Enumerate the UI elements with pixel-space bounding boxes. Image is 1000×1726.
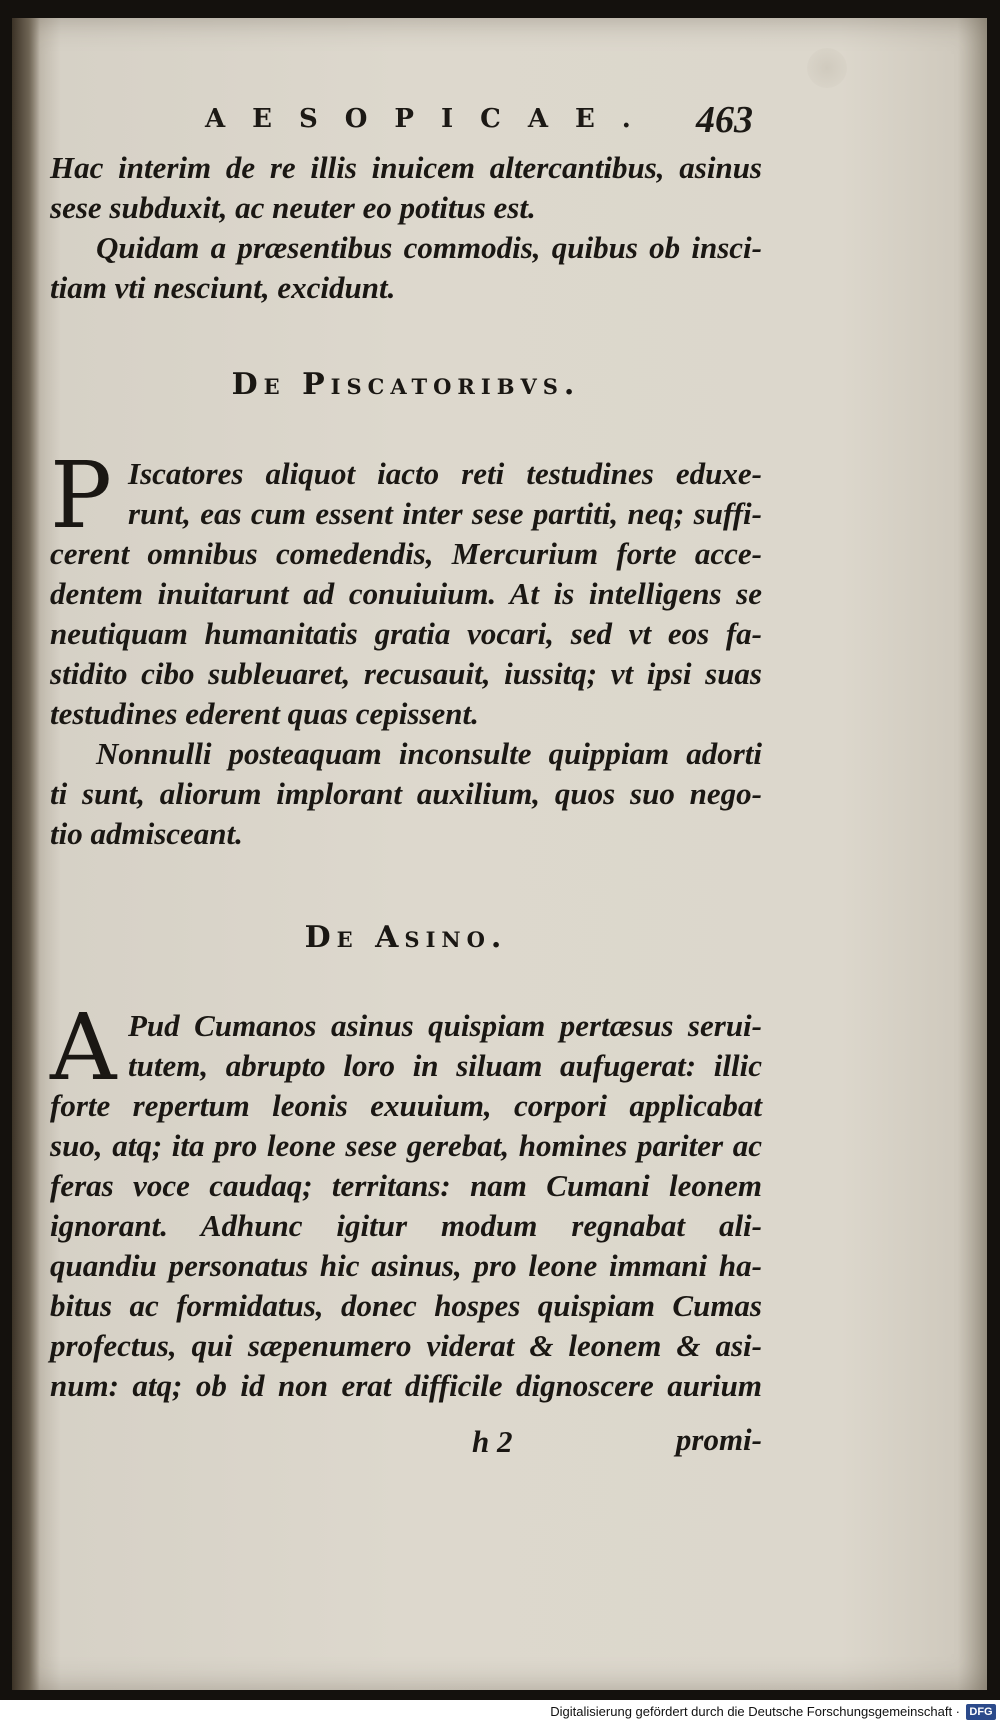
fable-fishermen-body	[50, 442, 762, 854]
text-line: Pud Cumanos asinus quispiam pertæsus serui-	[128, 1008, 762, 1043]
book-spine-shadow	[12, 18, 40, 1690]
text-line: ignorant. Adhunc igitur modum regnabat ali-	[50, 1208, 762, 1243]
text-line: runt, eas cum essent inter sese partiti, neq; suffi-	[128, 496, 762, 531]
fable-heading-fishermen: De Piscatoribvs.	[231, 367, 581, 402]
text-line: tutem, abrupto loro in siluam aufugerat: illic	[128, 1048, 762, 1083]
text-line: suo, atq; ita pro leone sese gerebat, homines pariter ac	[50, 1128, 762, 1163]
text-line: forte repertum leonis exuuium, corpori applicabat	[50, 1088, 762, 1123]
text-line: num: atq; ob id non erat difficile dignoscere aurium	[50, 1368, 762, 1403]
drop-cap: P	[50, 442, 112, 549]
text-line: feras voce caudaq; territans: nam Cumani leonem	[50, 1168, 762, 1203]
text-line: dentem inuitarunt ad conuiuium. At is intelligens se	[50, 576, 762, 611]
text-line: sese subduxit, ac neuter eo potitus est.	[50, 190, 536, 225]
continuation-paragraph	[50, 148, 762, 308]
signature-mark: h 2	[472, 1424, 513, 1459]
text-line: neutiquam humanitatis gratia vocari, sed vt eos fa-	[50, 616, 762, 651]
funding-credit: Digitalisierung gefördert durch die Deutsche Forschungsgemeinschaft ·	[550, 1704, 960, 1719]
text-line: testudines ederent quas cepissent.	[50, 696, 479, 731]
text-line: Iscatores aliquot iacto reti testudines eduxe-	[128, 456, 762, 491]
fable-heading-ass: De Asino.	[304, 920, 508, 955]
running-title: AESOPICAE.	[205, 104, 658, 134]
moral-line: Nonnulli posteaquam inconsulte quippiam adorti	[96, 736, 762, 771]
text-line: Hac interim de re illis inuicem altercantibus, asinus	[50, 150, 762, 185]
footer-bar	[0, 1700, 1000, 1726]
catchword: promi-	[675, 1422, 762, 1457]
fable-ass	[50, 994, 762, 1416]
moral-line: tiam vti nesciunt, excidunt.	[50, 270, 396, 305]
moral-line: Quidam a præsentibus commodis, quibus ob insci-	[96, 230, 762, 265]
text-line: cerent omnibus comedendis, Mercurium forte acce-	[50, 536, 762, 571]
fable-fishermen	[50, 442, 762, 874]
page-number: 463	[696, 99, 753, 141]
paper-stain	[807, 48, 847, 88]
signature-catchword-line	[50, 1420, 762, 1466]
moral-line: tio admisceant.	[50, 816, 243, 851]
drop-cap: A	[50, 994, 117, 1101]
text-line: bitus ac formidatus, donec hospes quispiam Cumas	[50, 1288, 762, 1323]
moral-line: ti sunt, aliorum implorant auxilium, quos suo nego-	[50, 776, 762, 811]
running-head	[195, 98, 755, 142]
text-line: quandiu personatus hic asinus, pro leone immani ha-	[50, 1248, 762, 1283]
dfg-logo: DFG	[966, 1704, 996, 1720]
fable-ass-body	[50, 994, 762, 1406]
text-line: profectus, qui sæpenumero viderat & leonem & asi-	[50, 1328, 762, 1363]
text-line: stidito cibo subleuaret, recusauit, iussitq; vt ipsi suas	[50, 656, 762, 691]
